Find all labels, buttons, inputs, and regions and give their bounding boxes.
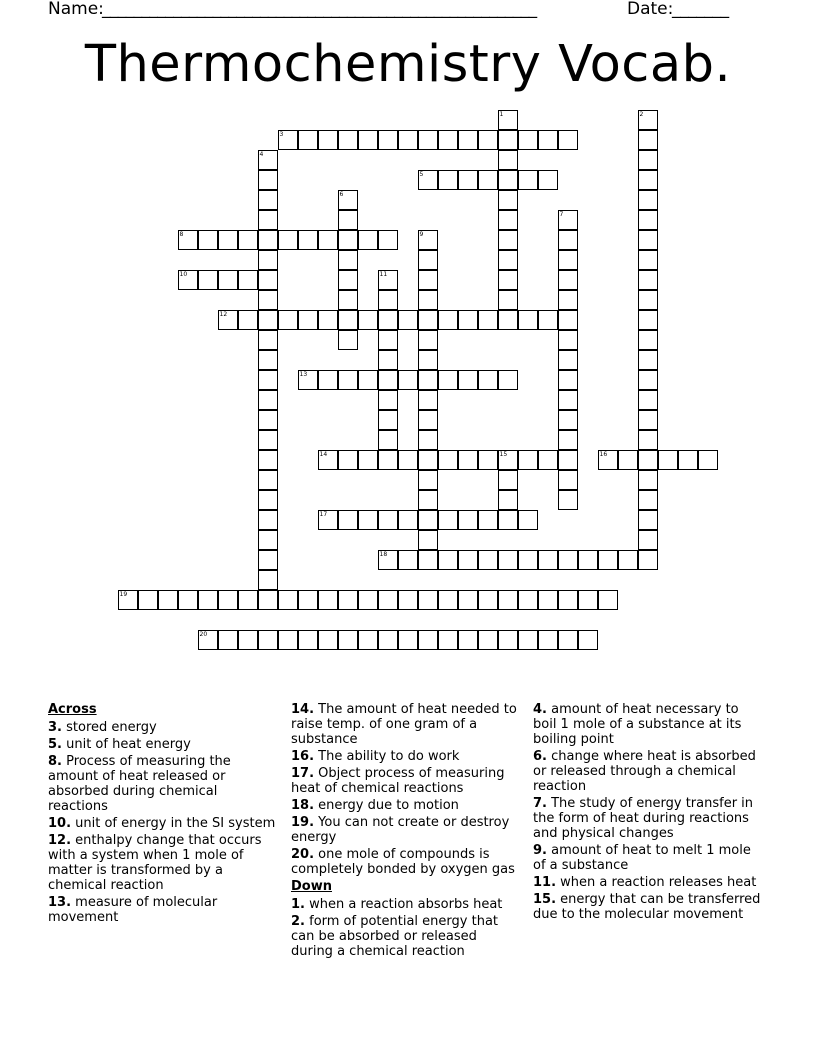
crossword-cell[interactable]	[398, 590, 418, 610]
crossword-cell[interactable]	[418, 230, 438, 250]
crossword-cell[interactable]	[658, 450, 678, 470]
crossword-cell[interactable]	[518, 130, 538, 150]
crossword-cell[interactable]	[378, 370, 398, 390]
crossword-cell[interactable]	[418, 410, 438, 430]
crossword-cell[interactable]	[298, 310, 318, 330]
crossword-cell[interactable]	[398, 550, 418, 570]
crossword-cell[interactable]	[498, 450, 518, 470]
clue-number: 3	[279, 130, 284, 138]
crossword-cell[interactable]	[518, 550, 538, 570]
crossword-cell[interactable]	[258, 410, 278, 430]
crossword-cell[interactable]	[278, 630, 298, 650]
crossword-cell[interactable]	[218, 270, 238, 290]
crossword-cell[interactable]	[418, 350, 438, 370]
crossword-cell[interactable]	[498, 190, 518, 210]
crossword-cell[interactable]	[378, 630, 398, 650]
crossword-cell[interactable]	[558, 290, 578, 310]
crossword-cell[interactable]	[258, 330, 278, 350]
clue-number: 15	[499, 450, 508, 458]
crossword-cell[interactable]	[298, 590, 318, 610]
crossword-cell[interactable]	[418, 170, 438, 190]
crossword-cell[interactable]	[218, 310, 238, 330]
crossword-cell[interactable]	[298, 630, 318, 650]
crossword-cell[interactable]	[498, 150, 518, 170]
clue-down-2: 2. form of potential energy that can be absorbed or released during a chemical reaction	[291, 914, 499, 959]
crossword-cell[interactable]	[418, 510, 438, 530]
clue-down-6: 6. change where heat is absorbed or released through a chemical reaction	[533, 749, 756, 794]
crossword-cell[interactable]	[258, 390, 278, 410]
clue-across-16: 16. The ability to do work	[291, 749, 460, 764]
crossword-cell[interactable]	[478, 170, 498, 190]
crossword-cell[interactable]	[338, 590, 358, 610]
clue-across-8: 8. Process of measuring the amount of heat released or absorbed during chemical reactions	[48, 754, 231, 814]
crossword-cell[interactable]	[258, 190, 278, 210]
crossword-cell[interactable]	[438, 450, 458, 470]
crossword-cell[interactable]	[258, 570, 278, 590]
crossword-cell[interactable]	[558, 550, 578, 570]
crossword-cell[interactable]	[598, 550, 618, 570]
clue-down-7: 7. The study of energy transfer in the form of heat during reactions and physical changes	[533, 796, 754, 841]
crossword-cell[interactable]	[458, 310, 478, 330]
crossword-cell[interactable]	[558, 590, 578, 610]
crossword-cell[interactable]	[638, 350, 658, 370]
crossword-cell[interactable]	[358, 510, 378, 530]
crossword-cell[interactable]	[378, 590, 398, 610]
crossword-cell[interactable]	[278, 590, 298, 610]
clue-down-4: 4. amount of heat necessary to boil 1 mole of a substance at its boiling point	[533, 702, 742, 747]
crossword-cell[interactable]	[378, 390, 398, 410]
clue-number: 5	[419, 170, 424, 178]
crossword-cell[interactable]	[538, 550, 558, 570]
crossword-cell[interactable]	[458, 450, 478, 470]
crossword-cell[interactable]	[278, 310, 298, 330]
crossword-cell[interactable]	[298, 130, 318, 150]
crossword-cell[interactable]	[498, 510, 518, 530]
crossword-cell[interactable]	[558, 450, 578, 470]
clue-column-1	[48, 702, 278, 927]
crossword-cell[interactable]	[478, 510, 498, 530]
crossword-cell[interactable]	[258, 510, 278, 530]
crossword-cell[interactable]	[638, 330, 658, 350]
crossword-cell[interactable]	[558, 350, 578, 370]
crossword-cell[interactable]	[638, 310, 658, 330]
crossword-cell[interactable]	[378, 410, 398, 430]
crossword-cell[interactable]	[558, 310, 578, 330]
clue-across-19: 19. You can not create or destroy energy	[291, 815, 510, 845]
clue-number: 4	[259, 150, 264, 158]
crossword-cell[interactable]	[578, 590, 598, 610]
crossword-cell[interactable]	[418, 550, 438, 570]
crossword-cell[interactable]	[438, 310, 458, 330]
clue-number: 16	[599, 450, 608, 458]
clue-down-11: 11. when a reaction releases heat	[533, 875, 757, 890]
crossword-cell[interactable]	[318, 310, 338, 330]
crossword-cell[interactable]	[378, 310, 398, 330]
crossword-cell[interactable]	[638, 530, 658, 550]
crossword-cell[interactable]	[638, 190, 658, 210]
clue-number: 6	[339, 190, 344, 198]
crossword-cell[interactable]	[198, 230, 218, 250]
crossword-cell[interactable]	[558, 410, 578, 430]
crossword-cell[interactable]	[338, 290, 358, 310]
crossword-cell[interactable]	[478, 310, 498, 330]
crossword-cell[interactable]	[318, 630, 338, 650]
crossword-cell[interactable]	[358, 130, 378, 150]
crossword-cell[interactable]	[378, 130, 398, 150]
crossword-cell[interactable]	[318, 450, 338, 470]
crossword-cell[interactable]	[638, 470, 658, 490]
crossword-cell[interactable]	[498, 130, 518, 150]
crossword-cell[interactable]	[138, 590, 158, 610]
crossword-cell[interactable]	[638, 490, 658, 510]
clue-number: 10	[179, 270, 188, 278]
crossword-cell[interactable]	[478, 590, 498, 610]
crossword-cell[interactable]	[358, 230, 378, 250]
clue-number: 11	[379, 270, 388, 278]
crossword-cell[interactable]	[418, 390, 438, 410]
crossword-cell[interactable]	[258, 630, 278, 650]
crossword-cell[interactable]	[498, 550, 518, 570]
crossword-cell[interactable]	[498, 630, 518, 650]
crossword-cell[interactable]	[258, 550, 278, 570]
crossword-cell[interactable]	[258, 350, 278, 370]
crossword-cell[interactable]	[218, 590, 238, 610]
clue-across-3: 3. stored energy	[48, 720, 157, 735]
crossword-cell[interactable]	[398, 310, 418, 330]
crossword-cell[interactable]	[478, 130, 498, 150]
crossword-cell[interactable]	[478, 450, 498, 470]
crossword-cell[interactable]	[558, 630, 578, 650]
clue-number: 17	[319, 510, 328, 518]
crossword-cell[interactable]	[438, 170, 458, 190]
crossword-cell[interactable]	[618, 550, 638, 570]
crossword-cell[interactable]	[298, 370, 318, 390]
across-heading: Across	[48, 702, 97, 717]
crossword-cell[interactable]	[458, 550, 478, 570]
crossword-cell[interactable]	[338, 250, 358, 270]
crossword-cell[interactable]	[378, 290, 398, 310]
crossword-cell[interactable]	[258, 590, 278, 610]
crossword-cell[interactable]	[178, 590, 198, 610]
crossword-cell[interactable]	[338, 510, 358, 530]
crossword-cell[interactable]	[218, 630, 238, 650]
clue-number: 8	[179, 230, 184, 238]
clue-number: 13	[299, 370, 308, 378]
crossword-cell[interactable]	[338, 270, 358, 290]
clue-across-13: 13. measure of molecular movement	[48, 895, 218, 925]
crossword-cell[interactable]	[638, 130, 658, 150]
crossword-cell[interactable]	[458, 370, 478, 390]
crossword-cell[interactable]	[638, 150, 658, 170]
crossword-cell[interactable]	[378, 450, 398, 470]
crossword-cell[interactable]	[478, 630, 498, 650]
crossword-cell[interactable]	[458, 630, 478, 650]
crossword-cell[interactable]	[338, 370, 358, 390]
crossword-cell[interactable]	[418, 310, 438, 330]
name-blank[interactable]: _______________________________________________________	[102, 0, 537, 19]
crossword-cell[interactable]	[498, 110, 518, 130]
crossword-cell[interactable]	[158, 590, 178, 610]
crossword-cell[interactable]	[518, 510, 538, 530]
clue-across-17: 17. Object process of measuring heat of chemical reactions	[291, 766, 505, 796]
crossword-cell[interactable]	[518, 310, 538, 330]
clue-column-2	[291, 702, 521, 961]
crossword-cell[interactable]	[558, 470, 578, 490]
crossword-cell[interactable]	[458, 590, 478, 610]
crossword-cell[interactable]	[498, 370, 518, 390]
clue-number: 19	[119, 590, 128, 598]
crossword-cell[interactable]	[458, 170, 478, 190]
crossword-cell[interactable]	[698, 450, 718, 470]
name-label: Name:	[48, 0, 104, 19]
crossword-cell[interactable]	[418, 630, 438, 650]
crossword-cell[interactable]	[458, 510, 478, 530]
crossword-cell[interactable]	[238, 230, 258, 250]
crossword-cell[interactable]	[458, 130, 478, 150]
crossword-cell[interactable]	[398, 630, 418, 650]
crossword-cell[interactable]	[678, 450, 698, 470]
crossword-cell[interactable]	[378, 550, 398, 570]
crossword-cell[interactable]	[538, 450, 558, 470]
crossword-cell[interactable]	[558, 370, 578, 390]
clue-number: 1	[499, 110, 504, 118]
crossword-cell[interactable]	[638, 290, 658, 310]
crossword-cell[interactable]	[258, 530, 278, 550]
crossword-cell[interactable]	[118, 590, 138, 610]
crossword-cell[interactable]	[558, 130, 578, 150]
crossword-cell[interactable]	[638, 370, 658, 390]
crossword-cell[interactable]	[498, 250, 518, 270]
crossword-cell[interactable]	[618, 450, 638, 470]
crossword-cell[interactable]	[538, 310, 558, 330]
clue-down-15: 15. energy that can be transferred due to the molecular movement	[533, 892, 761, 922]
crossword-cell[interactable]	[418, 370, 438, 390]
clue-number: 14	[319, 450, 328, 458]
crossword-cell[interactable]	[238, 310, 258, 330]
crossword-cell[interactable]	[238, 270, 258, 290]
clue-column-3	[533, 702, 765, 924]
crossword-cell[interactable]	[438, 590, 458, 610]
crossword-cell[interactable]	[558, 210, 578, 230]
crossword-cell[interactable]	[258, 230, 278, 250]
crossword-cell[interactable]	[358, 370, 378, 390]
crossword-cell[interactable]	[238, 590, 258, 610]
crossword-cell[interactable]	[338, 230, 358, 250]
crossword-cell[interactable]	[558, 230, 578, 250]
crossword-cell[interactable]	[418, 590, 438, 610]
crossword-cell[interactable]	[638, 510, 658, 530]
crossword-cell[interactable]	[498, 230, 518, 250]
crossword-cell[interactable]	[318, 590, 338, 610]
crossword-cell[interactable]	[598, 450, 618, 470]
clue-number: 18	[379, 550, 388, 558]
crossword-cell[interactable]	[498, 290, 518, 310]
crossword-cell[interactable]	[258, 450, 278, 470]
crossword-cell[interactable]	[198, 630, 218, 650]
crossword-cell[interactable]	[578, 630, 598, 650]
crossword-cell[interactable]	[558, 490, 578, 510]
crossword-cell[interactable]	[338, 630, 358, 650]
crossword-cell[interactable]	[338, 190, 358, 210]
crossword-cell[interactable]	[418, 450, 438, 470]
crossword-cell[interactable]	[518, 630, 538, 650]
crossword-cell[interactable]	[378, 230, 398, 250]
crossword-cell[interactable]	[518, 170, 538, 190]
crossword-cell[interactable]	[438, 630, 458, 650]
crossword-cell[interactable]	[538, 130, 558, 150]
clue-across-12: 12. enthalpy change that occurs with a system when 1 mole of matter is transformed by a chemical reaction	[48, 833, 262, 893]
crossword-cell[interactable]	[498, 170, 518, 190]
crossword-cell[interactable]	[378, 510, 398, 530]
crossword-cell[interactable]	[338, 310, 358, 330]
crossword-cell[interactable]	[258, 210, 278, 230]
crossword-cell[interactable]	[638, 550, 658, 570]
crossword-cell[interactable]	[418, 290, 438, 310]
crossword-cell[interactable]	[358, 590, 378, 610]
crossword-cell[interactable]	[258, 430, 278, 450]
date-label: Date:	[627, 0, 674, 19]
clue-across-10: 10. unit of energy in the SI system	[48, 816, 276, 831]
crossword-cell[interactable]	[418, 250, 438, 270]
clue-across-14: 14. The amount of heat needed to raise temp. of one gram of a substance	[291, 702, 517, 747]
crossword-cell[interactable]	[258, 290, 278, 310]
crossword-cell[interactable]	[638, 170, 658, 190]
crossword-cell[interactable]	[398, 450, 418, 470]
crossword-cell[interactable]	[298, 230, 318, 250]
crossword-cell[interactable]	[258, 150, 278, 170]
crossword-cell[interactable]	[438, 550, 458, 570]
crossword-cell[interactable]	[418, 270, 438, 290]
crossword-cell[interactable]	[518, 450, 538, 470]
crossword-cell[interactable]	[598, 590, 618, 610]
crossword-cell[interactable]	[398, 130, 418, 150]
page-title: Thermochemistry Vocab.	[84, 35, 732, 94]
crossword-cell[interactable]	[338, 330, 358, 350]
crossword-cell[interactable]	[418, 130, 438, 150]
crossword-cell[interactable]	[378, 430, 398, 450]
crossword-cell[interactable]	[338, 450, 358, 470]
crossword-cell[interactable]	[218, 230, 238, 250]
crossword-cell[interactable]	[558, 270, 578, 290]
crossword-cell[interactable]	[538, 170, 558, 190]
crossword-cell[interactable]	[198, 270, 218, 290]
crossword-cell[interactable]	[358, 630, 378, 650]
crossword-cell[interactable]	[258, 490, 278, 510]
crossword-cell[interactable]	[638, 410, 658, 430]
clue-number: 20	[199, 630, 208, 638]
crossword-cell[interactable]	[338, 130, 358, 150]
crossword-cell[interactable]	[338, 210, 358, 230]
crossword-cell[interactable]	[478, 370, 498, 390]
crossword-cell[interactable]	[278, 130, 298, 150]
crossword-cell[interactable]	[638, 210, 658, 230]
crossword-cell[interactable]	[358, 310, 378, 330]
crossword-cell[interactable]	[438, 510, 458, 530]
crossword-cell[interactable]	[638, 270, 658, 290]
clue-number: 12	[219, 310, 228, 318]
crossword-cell[interactable]	[638, 110, 658, 130]
crossword-cell[interactable]	[638, 390, 658, 410]
crossword-cell[interactable]	[258, 370, 278, 390]
crossword-cell[interactable]	[238, 630, 258, 650]
clue-number: 2	[639, 110, 644, 118]
crossword-cell[interactable]	[638, 230, 658, 250]
date-blank[interactable]: _______	[672, 0, 729, 19]
crossword-cell[interactable]	[538, 630, 558, 650]
crossword-cell[interactable]	[318, 510, 338, 530]
clue-across-5: 5. unit of heat energy	[48, 737, 191, 752]
clue-down-1: 1. when a reaction absorbs heat	[291, 897, 503, 912]
crossword-cell[interactable]	[378, 270, 398, 290]
crossword-cell[interactable]	[258, 270, 278, 290]
crossword-cell[interactable]	[638, 430, 658, 450]
crossword-cell[interactable]	[258, 310, 278, 330]
crossword-cell[interactable]	[498, 310, 518, 330]
crossword-cell[interactable]	[418, 330, 438, 350]
crossword-cell[interactable]	[558, 390, 578, 410]
crossword-cell[interactable]	[378, 350, 398, 370]
down-heading: Down	[291, 879, 332, 894]
crossword-cell[interactable]	[198, 590, 218, 610]
crossword-cell[interactable]	[478, 550, 498, 570]
crossword-cell[interactable]	[558, 330, 578, 350]
crossword-cell[interactable]	[258, 250, 278, 270]
crossword-cell[interactable]	[418, 490, 438, 510]
crossword-cell[interactable]	[418, 430, 438, 450]
crossword-cell[interactable]	[318, 230, 338, 250]
crossword-cell[interactable]	[378, 330, 398, 350]
crossword-cell[interactable]	[578, 550, 598, 570]
clue-number: 7	[559, 210, 564, 218]
clue-across-18: 18. energy due to motion	[291, 798, 459, 813]
crossword-cell[interactable]	[558, 430, 578, 450]
crossword-cell[interactable]	[318, 370, 338, 390]
crossword-cell[interactable]	[418, 530, 438, 550]
crossword-cell[interactable]	[178, 230, 198, 250]
crossword-cell[interactable]	[538, 590, 558, 610]
crossword-cell[interactable]	[638, 250, 658, 270]
crossword-cell[interactable]	[498, 270, 518, 290]
crossword-cell[interactable]	[178, 270, 198, 290]
crossword-cell[interactable]	[438, 130, 458, 150]
crossword-cell[interactable]	[518, 590, 538, 610]
crossword-cell[interactable]	[498, 590, 518, 610]
clue-number: 9	[419, 230, 424, 238]
crossword-cell[interactable]	[278, 230, 298, 250]
crossword-cell[interactable]	[438, 370, 458, 390]
crossword-cell[interactable]	[498, 490, 518, 510]
clue-down-9: 9. amount of heat to melt 1 mole of a substance	[533, 843, 751, 873]
crossword-cell[interactable]	[398, 510, 418, 530]
crossword-cell[interactable]	[498, 470, 518, 490]
crossword-cell[interactable]	[258, 170, 278, 190]
crossword-cell[interactable]	[638, 450, 658, 470]
crossword-cell[interactable]	[498, 210, 518, 230]
clue-across-20: 20. one mole of compounds is completely bonded by oxygen gas	[291, 847, 515, 877]
crossword-cell[interactable]	[418, 470, 438, 490]
crossword-cell[interactable]	[558, 250, 578, 270]
crossword-cell[interactable]	[358, 450, 378, 470]
crossword-cell[interactable]	[318, 130, 338, 150]
crossword-cell[interactable]	[258, 470, 278, 490]
crossword-cell[interactable]	[398, 370, 418, 390]
